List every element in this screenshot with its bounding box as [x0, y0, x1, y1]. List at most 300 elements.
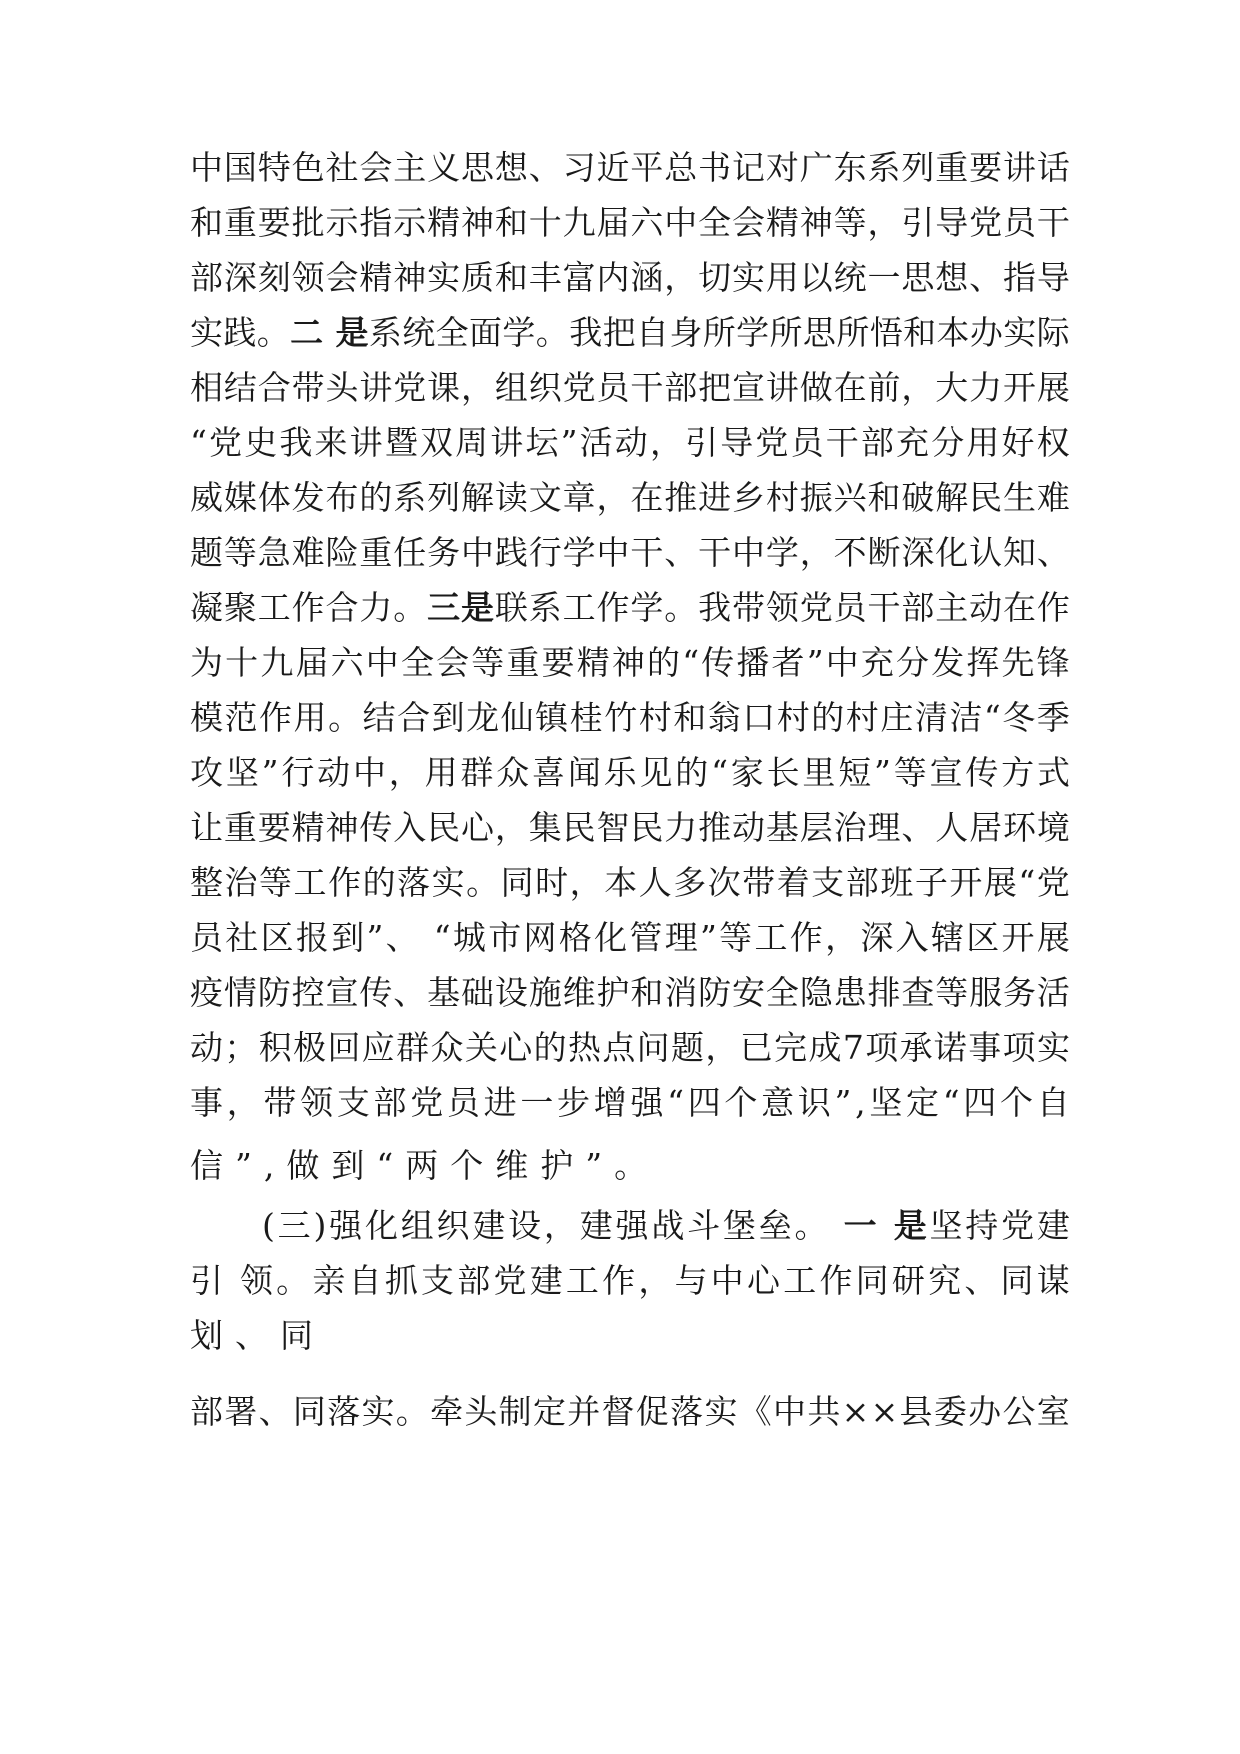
char: 翁 [707, 698, 741, 737]
char: 行 [528, 533, 562, 572]
char: 要 [257, 808, 291, 847]
char: 工 [293, 863, 327, 902]
char: 实 [427, 258, 461, 297]
char: 社 [325, 148, 359, 187]
char: 色 [291, 148, 325, 187]
char: 九 [562, 203, 596, 242]
char: 增 [593, 1083, 627, 1122]
char: 干 [825, 423, 859, 462]
char: 织 [528, 368, 562, 407]
char: 党 [1036, 863, 1070, 902]
char: 全 [698, 203, 732, 242]
char: 导 [720, 423, 754, 462]
char: 和 [903, 313, 937, 352]
char: 实 [1003, 313, 1037, 352]
char: 会 [732, 203, 765, 242]
char: 实 [732, 258, 765, 297]
char: 坚 [225, 753, 259, 792]
text-line [190, 973, 1070, 1013]
char: 辖 [930, 918, 964, 957]
char: 治 [833, 808, 867, 847]
char: 要 [257, 203, 291, 242]
char: 。 [664, 588, 698, 627]
char: 、 [385, 918, 419, 957]
char: 带 [263, 1083, 297, 1122]
char: 行 [281, 753, 315, 792]
char: 宣 [732, 368, 765, 407]
char: “ [190, 423, 207, 462]
char: 思 [461, 148, 494, 187]
bold-char: 二 [290, 313, 324, 352]
char: 聚 [223, 588, 257, 627]
text-line [190, 1316, 1070, 1356]
char: 把 [602, 313, 636, 352]
char: 办 [969, 313, 1003, 352]
char: 居 [969, 808, 1003, 847]
char: 攻 [190, 753, 223, 792]
char: 六 [630, 203, 664, 242]
char: 施 [528, 973, 562, 1012]
char: 用 [293, 698, 327, 737]
char: 范 [224, 698, 258, 737]
text-line [190, 1146, 1070, 1186]
char: 7 [842, 1028, 864, 1067]
char: 查 [901, 973, 935, 1012]
char: 员 [190, 918, 223, 957]
char: 实 [1036, 1028, 1070, 1067]
char: 成 [808, 1028, 842, 1067]
char: 的 [647, 643, 681, 682]
char: 群 [460, 753, 494, 792]
char: 党 [755, 423, 789, 462]
char: 支 [421, 1261, 455, 1300]
char: 文 [528, 478, 562, 517]
char: 并 [567, 1392, 601, 1431]
char: 员 [596, 368, 630, 407]
char: 一 [520, 1083, 554, 1122]
char: ， [569, 863, 603, 902]
bold-char: 是 [335, 313, 369, 352]
char: 思 [901, 258, 935, 297]
char: 心 [747, 1261, 780, 1300]
char: 关 [464, 1028, 498, 1067]
text-segment: 划、同 [190, 1316, 325, 1355]
char: 集 [528, 808, 562, 847]
char: 人 [638, 863, 672, 902]
char: 清 [914, 698, 948, 737]
char: 我 [569, 313, 603, 352]
char: ； [224, 1028, 258, 1067]
char: 暨 [384, 423, 418, 462]
char: 的 [533, 1028, 567, 1067]
char: 战 [651, 1206, 685, 1245]
char: 力 [359, 588, 393, 627]
text-line [190, 368, 1070, 408]
text-line [190, 478, 1070, 518]
char: 系 [867, 148, 901, 187]
char: 干 [698, 533, 732, 572]
char: ， [664, 258, 698, 297]
char: ， [705, 1028, 739, 1067]
char: 实 [704, 1392, 738, 1431]
char: 网 [523, 918, 557, 957]
char: 进 [698, 478, 732, 517]
char: 质 [461, 258, 494, 297]
char [226, 1261, 237, 1301]
char: 振 [799, 478, 833, 517]
char: 础 [461, 973, 494, 1012]
text-line [190, 918, 1070, 958]
char: 民 [630, 808, 664, 847]
char: 涵 [630, 258, 664, 297]
char: 届 [295, 643, 329, 682]
char: 意 [761, 1083, 795, 1122]
char: 传 [359, 808, 393, 847]
char: 办 [968, 1392, 1002, 1431]
char: 到 [331, 918, 365, 957]
char: 组 [494, 368, 528, 407]
char: 村 [765, 478, 799, 517]
char: 洁 [949, 698, 983, 737]
char: 工 [565, 1261, 599, 1300]
char: 消 [664, 973, 698, 1012]
char: 点 [602, 1028, 636, 1067]
char: 断 [867, 533, 901, 572]
char: 示 [393, 203, 427, 242]
char: 子 [914, 863, 948, 902]
char: 作 [328, 863, 362, 902]
char: 三 [277, 1206, 311, 1245]
char: ， [825, 918, 859, 957]
char: 等 [471, 643, 505, 682]
char: 喜 [532, 753, 565, 792]
char: 格 [558, 918, 592, 957]
char: 冬 [1002, 698, 1036, 737]
char: 届 [596, 203, 630, 242]
char: 书 [698, 148, 732, 187]
char: 。 [395, 1392, 429, 1431]
char: 干 [630, 368, 664, 407]
char: 中 [190, 148, 223, 187]
char: 重 [223, 203, 257, 242]
char: 等 [223, 533, 257, 572]
char: 本 [604, 863, 638, 902]
char: 联 [494, 588, 528, 627]
char: 村 [776, 698, 810, 737]
char: ， [494, 808, 528, 847]
char: 庄 [880, 698, 914, 737]
char: ( [262, 1206, 275, 1245]
char: 会 [359, 148, 393, 187]
char: ， [867, 203, 901, 242]
char: 强 [630, 1083, 664, 1122]
char: 村 [845, 698, 879, 737]
char: 讲 [765, 368, 799, 407]
char: 承 [899, 1028, 933, 1067]
char: 十 [528, 203, 562, 242]
char: 头 [325, 368, 359, 407]
char: 以 [799, 258, 833, 297]
char: 实 [361, 1392, 395, 1431]
char: 中 [825, 643, 859, 682]
char: “ [433, 918, 451, 957]
char: 展 [1036, 368, 1070, 407]
char: 九 [260, 643, 294, 682]
char: “ [682, 643, 700, 682]
char: 织 [436, 1206, 470, 1245]
char: 坚 [869, 1083, 903, 1122]
char: 想 [935, 258, 969, 297]
char: 入 [895, 918, 929, 957]
char: 党 [393, 368, 427, 407]
text-line [190, 313, 1070, 353]
char: 维 [562, 973, 596, 1012]
char: 近 [596, 148, 630, 187]
char: 身 [669, 313, 703, 352]
char: 落 [670, 1392, 704, 1431]
char: 同 [855, 1261, 889, 1300]
char: 民 [427, 808, 461, 847]
char: 事 [190, 1083, 223, 1122]
char: “ [942, 1083, 960, 1122]
char: 对 [765, 148, 799, 187]
char: 的 [362, 863, 396, 902]
bold-char [324, 313, 336, 353]
char: 宣 [929, 753, 963, 792]
char: 权 [1036, 423, 1070, 462]
char: 同 [500, 863, 534, 902]
char: 内 [596, 258, 630, 297]
char: 和 [190, 203, 223, 242]
bold-char: 三 [427, 588, 461, 627]
char: 先 [1001, 643, 1035, 682]
char: 报 [295, 918, 329, 957]
char: 项 [1002, 1028, 1036, 1067]
char: 精 [359, 258, 393, 297]
char: 设 [494, 973, 528, 1012]
char: 中 [365, 643, 399, 682]
char: 十 [225, 643, 259, 682]
text-line [190, 1028, 1070, 1068]
char: 竹 [604, 698, 638, 737]
char: 想 [494, 148, 528, 187]
char: 、 [901, 808, 935, 847]
char: 排 [867, 973, 901, 1012]
char: 村 [638, 698, 672, 737]
char: 、 [969, 258, 1003, 297]
char: 、 [664, 533, 698, 572]
char: 部 [845, 863, 879, 902]
char: 部 [664, 368, 698, 407]
char: 为 [190, 643, 223, 682]
char: 的 [811, 698, 845, 737]
char: 结 [362, 698, 396, 737]
char: ” [560, 423, 578, 462]
char: 强 [329, 1206, 363, 1245]
char: 要 [969, 148, 1003, 187]
char: 情 [223, 973, 257, 1012]
char: 四 [963, 1083, 997, 1122]
char: 里 [802, 753, 836, 792]
char: 部 [860, 423, 894, 462]
char: 建 [529, 1261, 563, 1300]
char: 在 [833, 368, 867, 407]
char: 支 [336, 1083, 370, 1122]
char: 务 [427, 533, 461, 572]
char: 章 [562, 478, 596, 517]
char: 究 [928, 1261, 962, 1300]
char: 谋 [1036, 1261, 1070, 1300]
char: 部 [901, 588, 935, 627]
char: 家 [730, 753, 764, 792]
char: 认 [969, 533, 1003, 572]
char: 四 [687, 1083, 721, 1122]
char: 学 [736, 313, 770, 352]
text-line [190, 148, 1070, 188]
char: 神 [393, 258, 427, 297]
char: 部 [457, 1261, 491, 1300]
char: ， [388, 753, 422, 792]
text-line [190, 203, 1070, 243]
char: “ [711, 753, 728, 792]
char: 神 [611, 643, 645, 682]
char: ， [226, 1083, 260, 1122]
char: 垒 [758, 1206, 792, 1245]
char: 、 [528, 148, 562, 187]
char: 力 [664, 808, 698, 847]
char: 落 [397, 863, 431, 902]
char: 践 [223, 313, 257, 352]
char: 。 [276, 1261, 310, 1300]
char: ， [596, 478, 630, 517]
char: 个 [1000, 1083, 1033, 1122]
char: 凝 [190, 588, 223, 627]
char: 际 [1036, 313, 1070, 352]
char: 作 [596, 588, 630, 627]
char: 极 [293, 1028, 327, 1067]
text-line [190, 533, 1070, 573]
char: 作 [1036, 588, 1070, 627]
char: 。 [393, 588, 427, 627]
char: 讲 [359, 368, 393, 407]
char: 自 [1036, 1083, 1070, 1122]
char: ， [543, 1206, 577, 1245]
text-line [190, 588, 1070, 628]
char: 作 [259, 698, 293, 737]
char: 推 [698, 808, 732, 847]
char: 神 [325, 808, 359, 847]
char: 防 [257, 973, 291, 1012]
char: 自 [348, 1261, 382, 1300]
char: 回 [327, 1028, 361, 1067]
char: 发 [931, 643, 965, 682]
char: 本 [936, 313, 970, 352]
char: 化 [594, 918, 628, 957]
char: 方 [1001, 753, 1035, 792]
char: 活 [579, 423, 613, 462]
char: 统 [402, 313, 436, 352]
char: 重 [935, 148, 969, 187]
char: 。 [535, 313, 569, 352]
char: 自 [635, 313, 669, 352]
text-line [190, 643, 1070, 683]
char: 重 [506, 643, 540, 682]
char: 。 [256, 313, 290, 352]
char: 基 [427, 973, 461, 1012]
char: 导 [1036, 258, 1070, 297]
text-line [190, 753, 1070, 793]
char: 媒 [223, 478, 257, 517]
char: 难 [291, 533, 325, 572]
char: 党 [209, 423, 243, 462]
char: 用 [765, 258, 799, 297]
char: 服 [969, 973, 1003, 1012]
char: 挥 [966, 643, 1000, 682]
char: 。 [794, 1206, 828, 1245]
char: 等 [719, 918, 753, 957]
char: 抓 [384, 1261, 418, 1300]
bold-char: 是 [461, 588, 494, 627]
char: 主 [935, 588, 969, 627]
char: 诺 [933, 1028, 967, 1067]
char: 重 [359, 533, 393, 572]
char: 学 [562, 533, 596, 572]
char: 促 [635, 1392, 669, 1431]
char: 层 [799, 808, 833, 847]
char: 威 [190, 478, 223, 517]
char: 周 [455, 423, 489, 462]
char: 分 [896, 643, 930, 682]
char: ” [874, 753, 891, 792]
char: 六 [330, 643, 364, 682]
char: ” [700, 918, 717, 957]
text-segment: 信”,做到“两个维护”。 [190, 1146, 660, 1185]
char: 用 [966, 423, 1000, 462]
char: 领 [765, 588, 799, 627]
char: 已 [739, 1028, 773, 1067]
char: 批 [291, 203, 325, 242]
char: 所 [836, 313, 870, 352]
char: 等 [833, 203, 867, 242]
char: 管 [629, 918, 663, 957]
char: 开 [949, 863, 983, 902]
char: 治 [224, 863, 258, 902]
char: 、 [393, 973, 427, 1012]
char: 坚 [929, 1206, 963, 1245]
char: 中 [710, 1261, 744, 1300]
char: 众 [430, 1028, 464, 1067]
char: 乡 [732, 478, 765, 517]
char: 特 [257, 148, 291, 187]
char: 同 [292, 1392, 326, 1431]
char: 中 [352, 753, 386, 792]
char: 在 [1003, 588, 1036, 627]
char: 干 [1036, 203, 1070, 242]
char: 践 [494, 533, 528, 572]
char: 党 [969, 203, 1003, 242]
char: 开 [1001, 918, 1035, 957]
char: 定 [532, 1392, 566, 1431]
char: 展 [1036, 918, 1070, 957]
char: 式 [1036, 753, 1070, 792]
char: 督 [601, 1392, 635, 1431]
char: 步 [557, 1083, 591, 1122]
char: 中 [773, 1392, 807, 1431]
char: 区 [260, 918, 294, 957]
char: 活 [1036, 973, 1070, 1012]
char: 、 [258, 1392, 292, 1431]
char: 事 [968, 1028, 1002, 1067]
